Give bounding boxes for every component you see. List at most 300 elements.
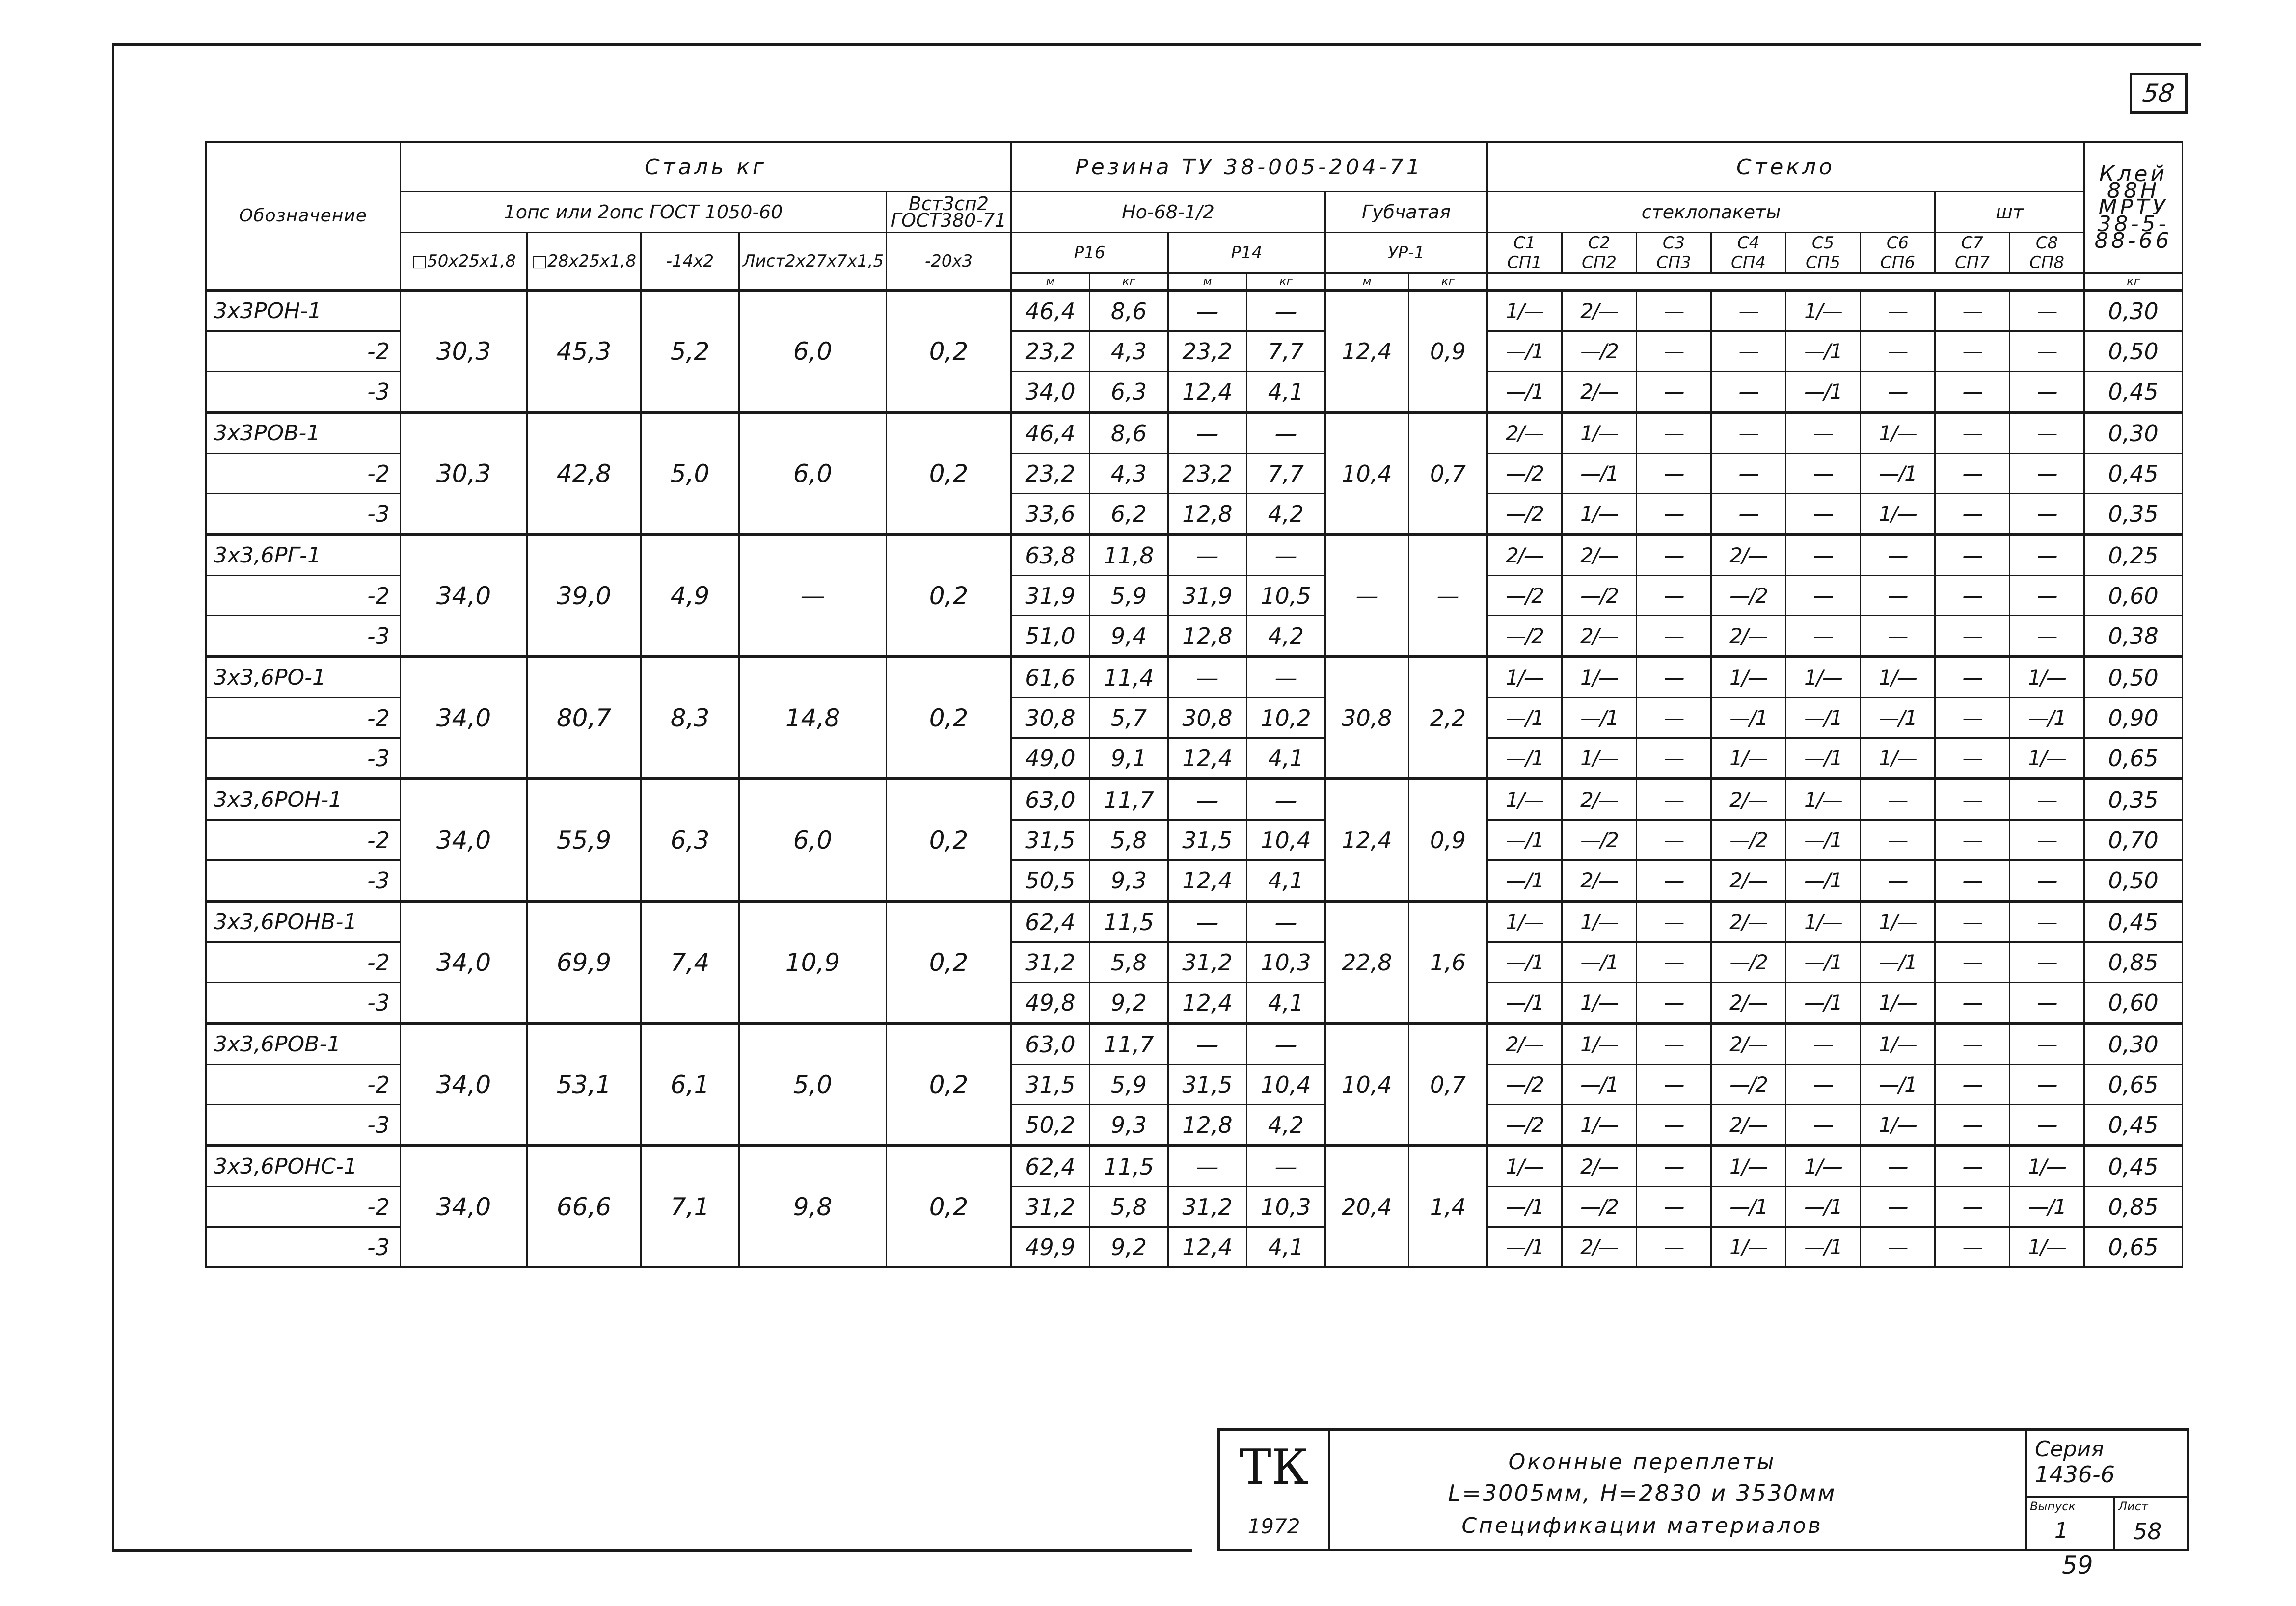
glass-count-cell: 1/— [1487,901,1562,942]
header-steel-col-5: -20х3 [887,233,1011,291]
steel-mass-cell: 0,2 [887,535,1011,657]
rubber-p16-length-cell: 63,0 [1011,1023,1090,1065]
glass-count-cell: — [1935,290,2010,331]
rubber-p16-mass-cell: 9,3 [1090,860,1168,902]
glass-count-cell: — [1861,576,1935,616]
rubber-p16-mass-cell: 11,7 [1090,1023,1168,1065]
rubber-p14-length-cell: 12,4 [1168,1227,1247,1267]
glass-count-cell: — [1935,942,2010,983]
glass-count-cell: 2/— [1711,860,1786,902]
steel-mass-cell: 80,7 [527,657,641,779]
rubber-p16-mass-cell: 8,6 [1090,290,1168,331]
glass-count-cell: 1/— [1562,901,1637,942]
header-rubber-grade: Но-68-1/2 [1011,192,1325,233]
glass-count-cell: — [1861,779,1935,820]
steel-mass-cell: — [739,535,887,657]
glass-count-cell: — [1711,331,1786,372]
glue-mass-cell: 0,90 [2084,698,2183,738]
glass-count-cell: 1/— [1562,494,1637,535]
header-row-1 [206,142,2183,192]
rubber-p14-mass-cell: 7,7 [1247,331,1325,372]
glass-count-cell: —/2 [1487,494,1562,535]
table-row [206,1146,2183,1187]
header-glass-spacer [1487,273,2084,291]
steel-mass-cell: 7,1 [641,1146,739,1267]
glass-count-cell: —/1 [1487,738,1562,779]
glass-count-cell: —/1 [1562,454,1637,494]
steel-mass-cell: 6,3 [641,779,739,901]
glass-count-cell: — [1861,1227,1935,1267]
glass-count-cell: —/1 [1861,942,1935,983]
glue-mass-cell: 0,60 [2084,576,2183,616]
rubber-p16-mass-cell: 9,4 [1090,616,1168,657]
glue-mass-cell: 0,45 [2084,901,2183,942]
header-steel-col-4: Лист2х27х7х1,5 [739,233,887,291]
rubber-p14-length-cell: — [1168,412,1247,454]
glass-count-cell: — [1935,1227,2010,1267]
steel-mass-cell: 34,0 [401,901,527,1023]
glass-count-cell: — [1935,372,2010,413]
glass-count-cell: —/1 [1487,860,1562,902]
rubber-yp-mass-cell: 0,7 [1409,412,1487,535]
rubber-p16-mass-cell: 5,7 [1090,698,1168,738]
glass-count-cell: —/1 [1861,1065,1935,1105]
steel-mass-cell: 34,0 [401,1146,527,1267]
header-profile-p16: Р16 [1011,233,1168,273]
glass-count-cell: —/1 [1711,698,1786,738]
glass-count-cell: — [1861,1146,1935,1187]
designation-variant-cell: -2 [206,331,401,372]
rubber-p14-length-cell: — [1168,657,1247,698]
rubber-p16-length-cell: 31,2 [1011,942,1090,983]
glass-count-cell: — [2010,454,2084,494]
rubber-p16-length-cell: 46,4 [1011,290,1090,331]
designation-cell: 3х3РОВ-1 [206,412,401,454]
designation-variant-cell: -3 [206,1227,401,1267]
glass-count-cell: — [1637,1227,1711,1267]
glass-count-cell: —/1 [1487,820,1562,860]
glass-count-cell: — [1637,454,1711,494]
glass-count-cell: —/2 [1711,820,1786,860]
designation-cell: 3х3,6РОН-1 [206,779,401,820]
glass-count-cell: — [1786,616,1861,657]
glass-count-cell: 1/— [2010,657,2084,698]
glass-count-cell: — [1786,535,1861,576]
glass-count-cell: —/1 [1711,1187,1786,1227]
designation-variant-cell: -3 [206,1105,401,1146]
steel-mass-cell: 0,2 [887,290,1011,412]
header-steel-col-3: -14х2 [641,233,739,291]
header-profile-yp1: УР-1 [1325,233,1487,273]
rubber-p16-length-cell: 49,8 [1011,983,1090,1024]
steel-mass-cell: 45,3 [527,290,641,412]
rubber-yp-length-cell: 10,4 [1325,1023,1409,1146]
glass-count-cell: —/1 [1487,372,1562,413]
glass-count-cell: 1/— [1711,1146,1786,1187]
glue-mass-cell: 0,30 [2084,1023,2183,1065]
glass-count-cell: —/2 [1487,1105,1562,1146]
sheet-label: Лист [2118,1499,2148,1513]
glass-count-cell: — [1861,535,1935,576]
glass-count-cell: — [1637,494,1711,535]
rubber-p14-length-cell: 12,4 [1168,738,1247,779]
glass-count-cell: 1/— [1562,983,1637,1024]
table-row [206,657,2183,698]
rubber-p16-length-cell: 62,4 [1011,901,1090,942]
header-glass-type: С2 СП2 [1562,233,1637,273]
glass-count-cell: —/1 [1786,820,1861,860]
glass-count-cell: 1/— [2010,1227,2084,1267]
glue-mass-cell: 0,65 [2084,738,2183,779]
header-steel-standard-2: Вст3сп2 ГОСТ380-71 [887,192,1011,233]
glass-count-cell: — [2010,290,2084,331]
rubber-p14-length-cell: 23,2 [1168,454,1247,494]
glass-count-cell: 1/— [1562,738,1637,779]
title-block-hline [2027,1496,2189,1498]
rubber-p14-length-cell: 12,4 [1168,372,1247,413]
glass-count-cell: — [1935,576,2010,616]
glass-count-cell: — [1637,983,1711,1024]
rubber-p16-mass-cell: 11,7 [1090,779,1168,820]
glass-count-cell: — [1935,738,2010,779]
header-glass: Стекло [1487,142,2084,192]
glass-count-cell: — [1935,698,2010,738]
table-row [206,535,2183,576]
header-glass-type: С3 СП3 [1637,233,1711,273]
glass-count-cell: — [1786,1105,1861,1146]
rubber-p14-length-cell: 31,9 [1168,576,1247,616]
rubber-p14-mass-cell: 4,1 [1247,738,1325,779]
glass-count-cell: — [2010,820,2084,860]
glass-count-cell: —/1 [1786,372,1861,413]
glass-count-cell: 1/— [1861,494,1935,535]
designation-variant-cell: -3 [206,983,401,1024]
glass-count-cell: — [1786,454,1861,494]
glass-count-cell: —/1 [1487,1227,1562,1267]
steel-mass-cell: 6,0 [739,290,887,412]
rubber-p16-mass-cell: 6,2 [1090,494,1168,535]
rubber-yp-length-cell: 12,4 [1325,779,1409,901]
glass-count-cell: — [1637,372,1711,413]
steel-mass-cell: 66,6 [527,1146,641,1267]
glass-count-cell: —/1 [1562,698,1637,738]
glass-count-cell: 1/— [1861,901,1935,942]
rubber-p16-mass-cell: 8,6 [1090,412,1168,454]
glass-count-cell: — [2010,942,2084,983]
sheet-number-box [2130,73,2188,114]
header-unit-m: м [1011,273,1090,291]
rubber-p16-length-cell: 49,9 [1011,1227,1090,1267]
glass-count-cell: 2/— [1562,1146,1637,1187]
glass-count-cell: 1/— [1487,657,1562,698]
glass-count-cell: — [2010,983,2084,1024]
glass-count-cell: — [1935,535,2010,576]
header-glue: Клей 88Н МРТУ 38-5-88-66 [2084,142,2183,273]
rubber-p16-length-cell: 34,0 [1011,372,1090,413]
glass-count-cell: 2/— [1562,535,1637,576]
glass-count-cell: —/2 [1711,942,1786,983]
drawing-frame-bottom [112,1549,1192,1552]
series-label: Серия [2035,1437,2104,1462]
glass-count-cell: 1/— [1861,983,1935,1024]
rubber-yp-length-cell: 22,8 [1325,901,1409,1023]
glass-count-cell: 1/— [1562,1105,1637,1146]
steel-mass-cell: 0,2 [887,901,1011,1023]
steel-mass-cell: 6,0 [739,779,887,901]
glass-count-cell: 1/— [1786,901,1861,942]
rubber-p16-length-cell: 61,6 [1011,657,1090,698]
glass-count-cell: — [1637,1065,1711,1105]
glass-count-cell: —/1 [1786,942,1861,983]
header-rubber: Резина ТУ 38-005-204-71 [1011,142,1487,192]
designation-variant-cell: -2 [206,820,401,860]
glass-count-cell: — [1786,576,1861,616]
rubber-p14-length-cell: 23,2 [1168,331,1247,372]
glue-mass-cell: 0,25 [2084,535,2183,576]
header-glass-packs: стеклопакеты [1487,192,1935,233]
header-rubber-sponge: Губчатая [1325,192,1487,233]
rubber-yp-mass-cell: 2,2 [1409,657,1487,779]
header-unit-m: м [1325,273,1409,291]
rubber-p16-mass-cell: 5,9 [1090,576,1168,616]
glass-count-cell: —/1 [1861,454,1935,494]
steel-mass-cell: 53,1 [527,1023,641,1146]
glass-count-cell: — [1935,454,2010,494]
rubber-p14-length-cell: 31,2 [1168,942,1247,983]
glass-count-cell: 2/— [1562,860,1637,902]
glue-mass-cell: 0,45 [2084,454,2183,494]
designation-variant-cell: -3 [206,494,401,535]
glass-count-cell: 1/— [1861,1105,1935,1146]
rubber-p14-length-cell: — [1168,901,1247,942]
header-steel-standard: 1опс или 2опс ГОСТ 1050-60 [401,192,887,233]
glass-count-cell: —/1 [1487,983,1562,1024]
glass-count-cell: — [1935,983,2010,1024]
table-row [206,290,2183,331]
steel-mass-cell: 0,2 [887,657,1011,779]
glass-count-cell: — [2010,412,2084,454]
glass-count-cell: —/1 [1786,698,1861,738]
rubber-p16-mass-cell: 9,2 [1090,983,1168,1024]
glass-count-cell: — [1637,820,1711,860]
glass-count-cell: — [1935,616,2010,657]
rubber-p16-length-cell: 63,8 [1011,535,1090,576]
title-line-2: L=3005мм, H=2830 и 3530мм [1448,1480,1837,1506]
rubber-p14-length-cell: — [1168,535,1247,576]
glass-count-cell: — [1637,942,1711,983]
glue-mass-cell: 0,50 [2084,657,2183,698]
rubber-p16-length-cell: 46,4 [1011,412,1090,454]
designation-variant-cell: -2 [206,698,401,738]
glass-count-cell: —/1 [1786,1187,1861,1227]
glass-count-cell: — [2010,372,2084,413]
steel-mass-cell: 30,3 [401,412,527,535]
glass-count-cell: — [1861,290,1935,331]
glass-count-cell: — [1935,779,2010,820]
steel-mass-cell: 6,1 [641,1023,739,1146]
rubber-p14-length-cell: 31,2 [1168,1187,1247,1227]
rubber-p16-mass-cell: 9,1 [1090,738,1168,779]
glass-count-cell: — [1786,494,1861,535]
title-line-1: Оконные переплеты [1508,1449,1776,1474]
glass-count-cell: —/1 [1487,698,1562,738]
glass-count-cell: — [1861,1187,1935,1227]
title-year: 1972 [1247,1514,1300,1538]
steel-mass-cell: 34,0 [401,535,527,657]
rubber-p16-length-cell: 50,2 [1011,1105,1090,1146]
glass-count-cell: — [2010,331,2084,372]
designation-cell: 3х3,6РГ-1 [206,535,401,576]
glass-count-cell: — [1711,494,1786,535]
rubber-yp-length-cell: — [1325,535,1409,657]
rubber-p16-length-cell: 23,2 [1011,331,1090,372]
glass-count-cell: 1/— [1487,1146,1562,1187]
steel-mass-cell: 34,0 [401,657,527,779]
header-row-3 [206,233,2183,273]
rubber-p14-mass-cell: 10,2 [1247,698,1325,738]
glass-count-cell: 1/— [1711,657,1786,698]
glass-count-cell: — [1637,1023,1711,1065]
steel-mass-cell: 42,8 [527,412,641,535]
specification-table [205,141,2183,1268]
title-block-vline [2113,1496,2115,1549]
header-glass-type: С4 СП4 [1711,233,1786,273]
glass-count-cell: — [1935,820,2010,860]
issue-label: Выпуск [2030,1499,2076,1513]
steel-mass-cell: 14,8 [739,657,887,779]
title-block [1217,1428,2189,1551]
steel-mass-cell: 0,2 [887,779,1011,901]
glass-count-cell: —/1 [1487,331,1562,372]
glass-count-cell: — [2010,1023,2084,1065]
header-glass-unit: шт [1935,192,2084,233]
rubber-p16-mass-cell: 5,8 [1090,1187,1168,1227]
rubber-p14-length-cell: — [1168,1146,1247,1187]
header-unit-kg: кг [1247,273,1325,291]
rubber-p16-mass-cell: 11,8 [1090,535,1168,576]
issue-value: 1 [2054,1518,2068,1543]
steel-mass-cell: 5,2 [641,290,739,412]
glass-count-cell: — [1935,1105,2010,1146]
glass-count-cell: — [2010,779,2084,820]
rubber-p16-mass-cell: 11,5 [1090,1146,1168,1187]
org-mark: ТК [1239,1440,1309,1496]
glass-count-cell: —/1 [1786,983,1861,1024]
table-row [206,1023,2183,1065]
rubber-yp-mass-cell: 1,4 [1409,1146,1487,1267]
rubber-p14-mass-cell: 10,3 [1247,942,1325,983]
glass-count-cell: — [1935,1023,2010,1065]
steel-mass-cell: 55,9 [527,779,641,901]
glass-count-cell: —/2 [1562,1187,1637,1227]
glass-count-cell: — [1637,616,1711,657]
header-glue-unit: кг [2084,273,2183,291]
glass-count-cell: 1/— [1861,412,1935,454]
glass-count-cell: — [2010,1105,2084,1146]
rubber-p16-mass-cell: 5,8 [1090,820,1168,860]
glass-count-cell: 1/— [1487,779,1562,820]
glass-count-cell: — [1786,412,1861,454]
glue-mass-cell: 0,35 [2084,494,2183,535]
steel-mass-cell: 6,0 [739,412,887,535]
glue-mass-cell: 0,70 [2084,820,2183,860]
glass-count-cell: — [1637,290,1711,331]
table-row [206,901,2183,942]
rubber-p14-mass-cell: 4,2 [1247,616,1325,657]
glue-mass-cell: 0,50 [2084,331,2183,372]
glass-count-cell: 1/— [1562,412,1637,454]
sheet-value: 58 [2133,1518,2162,1545]
glass-count-cell: 1/— [1562,1023,1637,1065]
steel-mass-cell: 8,3 [641,657,739,779]
glass-count-cell: 2/— [1711,535,1786,576]
glue-mass-cell: 0,38 [2084,616,2183,657]
glue-mass-cell: 0,60 [2084,983,2183,1024]
rubber-p14-length-cell: 31,5 [1168,1065,1247,1105]
rubber-p16-mass-cell: 4,3 [1090,331,1168,372]
header-glass-type: С5 СП5 [1786,233,1861,273]
rubber-p14-mass-cell: 4,2 [1247,1105,1325,1146]
designation-cell: 3х3,6РОНС-1 [206,1146,401,1187]
rubber-p16-length-cell: 23,2 [1011,454,1090,494]
rubber-p14-mass-cell: 10,4 [1247,820,1325,860]
glass-count-cell: —/1 [1786,331,1861,372]
glass-count-cell: —/2 [1711,576,1786,616]
rubber-yp-mass-cell: 0,9 [1409,290,1487,412]
designation-cell: 3х3,6РО-1 [206,657,401,698]
glue-mass-cell: 0,45 [2084,1105,2183,1146]
rubber-p14-length-cell: 12,8 [1168,1105,1247,1146]
glass-count-cell: — [1637,779,1711,820]
table-row [206,412,2183,454]
glass-count-cell: — [1935,1146,2010,1187]
rubber-p14-mass-cell: 4,2 [1247,494,1325,535]
rubber-p14-mass-cell: — [1247,901,1325,942]
glass-count-cell: — [1637,860,1711,902]
steel-mass-cell: 30,3 [401,290,527,412]
header-steel-col-2: □28х25х1,8 [527,233,641,291]
header-unit-kg: кг [1090,273,1168,291]
glass-count-cell: —/2 [1487,454,1562,494]
glass-count-cell: 1/— [1562,657,1637,698]
glass-count-cell: 2/— [1711,1023,1786,1065]
glass-count-cell: 1/— [1861,657,1935,698]
rubber-p16-length-cell: 49,0 [1011,738,1090,779]
steel-mass-cell: 0,2 [887,412,1011,535]
glass-count-cell: —/1 [2010,698,2084,738]
rubber-p14-mass-cell: — [1247,779,1325,820]
glass-count-cell: — [1935,860,2010,902]
glass-count-cell: —/2 [1487,1065,1562,1105]
header-glass-type: С8 СП8 [2010,233,2084,273]
glass-count-cell: — [1637,535,1711,576]
glass-count-cell: 2/— [1487,535,1562,576]
title-block-divider [2025,1431,2027,1549]
rubber-yp-length-cell: 30,8 [1325,657,1409,779]
glass-count-cell: — [1637,657,1711,698]
glass-count-cell: —/1 [1487,942,1562,983]
rubber-p14-mass-cell: 10,4 [1247,1065,1325,1105]
glass-count-cell: — [1637,331,1711,372]
glass-count-cell: — [1711,290,1786,331]
glass-count-cell: — [1786,1065,1861,1105]
glue-mass-cell: 0,85 [2084,1187,2183,1227]
glue-mass-cell: 0,85 [2084,942,2183,983]
rubber-p14-length-cell: 12,4 [1168,860,1247,902]
header-unit-m: м [1168,273,1247,291]
glue-mass-cell: 0,45 [2084,1146,2183,1187]
glass-count-cell: 2/— [1487,412,1562,454]
